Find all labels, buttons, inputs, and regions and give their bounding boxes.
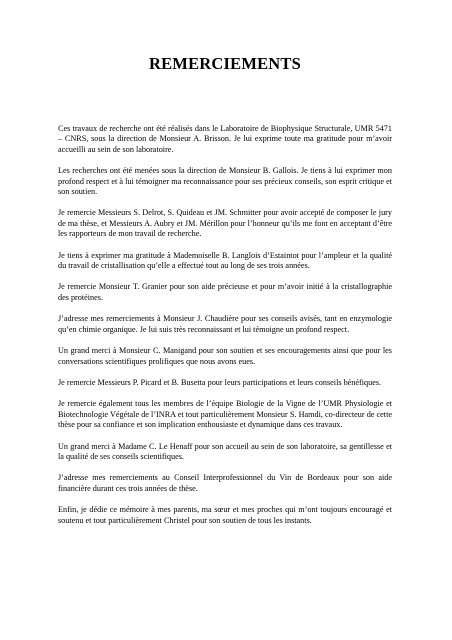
document-body — [58, 124, 392, 526]
paragraph-9: Je remercie également tous les membres de l’équipe Biologie de la Vigne de l’UMR Physiologie et Biotechnologie Végétale de l’INRA et tout particulièrement Monsieur S. Hamdi, co-directeur de cette thèse pour sa confiance et son implication enthousiaste et dynamique dans ces travaux. — [58, 399, 392, 430]
paragraph-2: Les recherches ont été menées sous la direction de Monsieur B. Gallois. Je tiens à lui exprimer mon profond respect et à lui témoigner ma reconnaissance pour ses précieux conseils, son esprit critique et son soutien. — [58, 166, 392, 197]
paragraph-11: J’adresse mes remerciements au Conseil Interprofessionnel du Vin de Bordeaux pour son aide financière durant ces trois années de thèse. — [58, 473, 392, 493]
paragraph-12: Enfin, je dédie ce mémoire à mes parents, ma sœur et mes proches qui m’ont toujours encouragé et soutenu et tout particulièrement Christel pour son soutien de tous les instants. — [58, 505, 392, 525]
paragraph-5: Je remercie Monsieur T. Granier pour son aide précieuse et pour m’avoir initié à la cristallographie des protéines. — [58, 282, 392, 302]
page-title: REMERCIEMENTS — [148, 54, 302, 73]
paragraph-8: Je remercie Messieurs P. Picard et B. Busetta pour leurs participations et leurs conseils bénéfiques. — [58, 377, 382, 387]
paragraph-7: Un grand merci à Monsieur C. Manigand pour son soutien et ses encouragements ainsi que pour les conversations scientifiques prolifiques que nous avons eues. — [58, 346, 392, 366]
paragraph-10: Un grand merci à Madame C. Le Henaff pour son accueil au sein de son laboratoire, sa gentillesse et la qualité de ses conseils scientifiques. — [58, 441, 392, 461]
paragraph-4: Je tiens à exprimer ma gratitude à Mademoiselle B. Langlois d’Estaintot pour l’ampleur et la qualité du travail de cristallisation qu’elle a effectué tout au long de ses trois années. — [58, 250, 392, 271]
paragraph-6: J’adresse mes remerciements à Monsieur J. Chaudière pour ses conseils avisés, tant en enzymologie qu’en chimie organique. Je lui suis très reconnaissant et lui témoigne un profond respect. — [58, 314, 392, 334]
paragraph-1: Ces travaux de recherche ont été réalisés dans le Laboratoire de Biophysique Structurale, UMR 5471 – CNRS, sous la direction de Monsieur A. Brisson. Je lui exprime toute ma gratitude pour m’avoir accueilli au sein de son laboratoire. — [58, 124, 392, 154]
paragraph-3: Je remercie Messieurs S. Delrot, S. Quideau et JM. Schmitter pour avoir accepté de composer le jury de ma thèse, et Messieurs A. Aubry et JM. Mérillon pour l’honneur qu’ils me font en acceptant d’être les rapporteurs de mon travail de recherche. — [58, 208, 392, 239]
